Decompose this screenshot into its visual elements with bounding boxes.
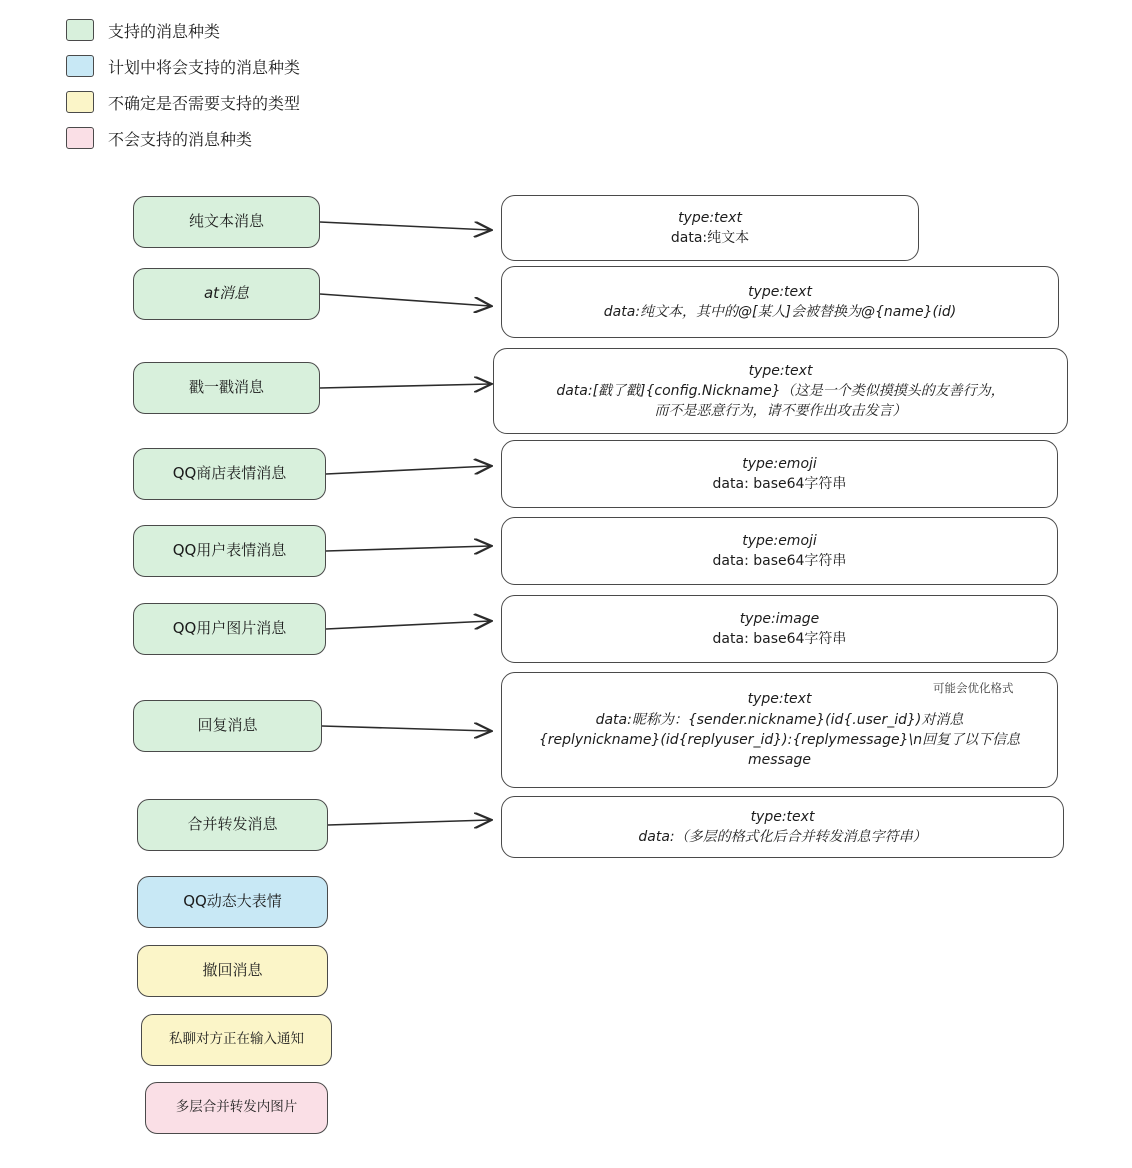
node-nested-forward-image[interactable]	[145, 1082, 328, 1134]
detail-data-cont: 而不是恶意行为，请不要作出攻击发言）	[654, 403, 907, 420]
legend-item	[66, 50, 300, 82]
legend-label: 不会支持的消息种类	[108, 129, 253, 149]
node-recall-message[interactable]	[137, 945, 328, 997]
node-label: 回复消息	[197, 716, 258, 735]
detail-type: type:text	[678, 209, 742, 226]
legend-swatch-unsupported	[66, 127, 94, 149]
detail-data: data:纯文本	[670, 230, 750, 246]
detail-qq-store-emoji[interactable]	[501, 440, 1058, 508]
legend	[66, 14, 300, 158]
detail-qq-user-emoji[interactable]	[501, 517, 1058, 585]
detail-data-cont: {replynickname}(id{replyuser_id}):{replymessage}\n回复了以下信息	[538, 732, 1021, 748]
node-poke-message[interactable]	[133, 362, 320, 414]
legend-label: 支持的消息种类	[108, 21, 221, 41]
detail-type: type:text	[748, 283, 812, 300]
node-label: QQ商店表情消息	[172, 464, 287, 483]
detail-data: data: base64字符串	[712, 476, 847, 492]
detail-data: data:[戳了戳]{config.Nickname}（这是一个类似摸摸头的友善行为，	[556, 382, 1005, 399]
legend-swatch-planned	[66, 55, 94, 77]
detail-data: data:纯文本，其中的@[某人]会被替换为@{name}(id)	[603, 304, 957, 320]
detail-type: type:emoji	[742, 532, 817, 549]
node-label: 纯文本消息	[188, 212, 264, 231]
node-label: QQ用户图片消息	[172, 619, 287, 638]
detail-data: data: base64字符串	[712, 553, 847, 569]
node-typing-notice[interactable]	[141, 1014, 332, 1066]
node-at-message[interactable]	[133, 268, 320, 320]
detail-type: type:text	[750, 808, 815, 825]
detail-type: type:image	[739, 610, 820, 627]
node-qq-user-image[interactable]	[133, 603, 326, 655]
node-qq-user-emoji[interactable]	[133, 525, 326, 577]
node-label: 多层合并转发内图片	[175, 1099, 298, 1116]
detail-qq-user-image[interactable]	[501, 595, 1058, 663]
legend-item	[66, 122, 300, 154]
node-plain-text[interactable]	[133, 196, 320, 248]
node-qq-store-emoji[interactable]	[133, 448, 326, 500]
node-label: 撤回消息	[202, 961, 263, 980]
detail-poke-message[interactable]	[493, 348, 1068, 434]
detail-data-message: message	[748, 752, 811, 769]
legend-item	[66, 14, 300, 46]
detail-type: type:text	[747, 691, 812, 708]
node-forward-message[interactable]	[137, 799, 328, 851]
node-label: 戳一戳消息	[188, 378, 264, 397]
legend-label: 计划中将会支持的消息种类	[108, 57, 301, 77]
detail-data: data: base64字符串	[712, 631, 847, 647]
node-label: at消息	[203, 284, 250, 303]
node-reply-message[interactable]	[133, 700, 322, 752]
legend-swatch-supported	[66, 19, 94, 41]
detail-data: data:昵称为：{sender.nickname}(id{.user_id})对消息	[595, 711, 964, 728]
node-label: 合并转发消息	[187, 815, 278, 834]
reply-note: 可能会优化格式	[933, 681, 1014, 695]
detail-type: type:text	[748, 362, 813, 379]
node-label: QQ动态大表情	[183, 892, 282, 911]
legend-item	[66, 86, 300, 118]
legend-swatch-undecided	[66, 91, 94, 113]
node-qq-animated-emoji[interactable]	[137, 876, 328, 928]
detail-data: data:（多层的格式化后合并转发消息字符串）	[638, 829, 927, 845]
detail-type: type:emoji	[742, 455, 817, 472]
legend-label: 不确定是否需要支持的类型	[108, 93, 301, 113]
detail-forward-message[interactable]	[501, 796, 1064, 858]
node-label: 私聊对方正在输入通知	[169, 1031, 304, 1048]
detail-at-message[interactable]	[501, 266, 1059, 338]
node-label: QQ用户表情消息	[172, 541, 287, 560]
detail-plain-text[interactable]	[501, 195, 919, 261]
